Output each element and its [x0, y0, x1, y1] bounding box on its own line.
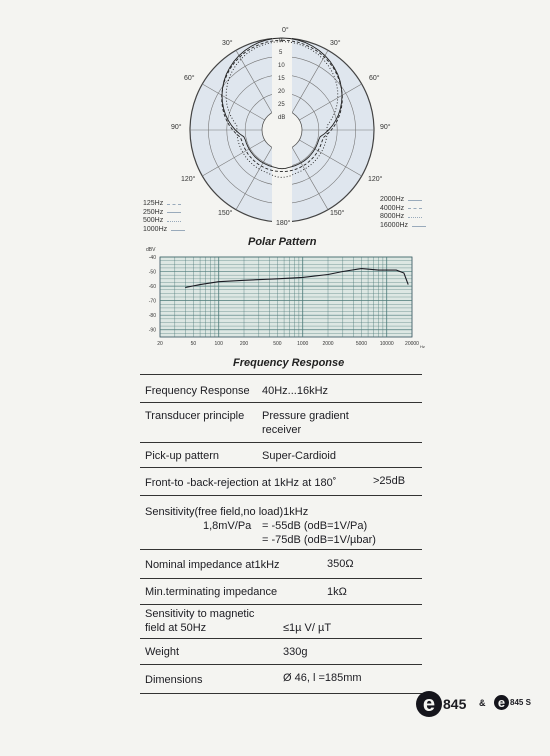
spec-value: = -55dB (odB=1V/Pa) [262, 520, 368, 532]
db-label-5: 5 [279, 50, 283, 56]
spec-row-sensitivity [140, 495, 422, 550]
brand-logo-e845s [494, 695, 531, 710]
spec-label: Pick-up pattern [145, 450, 219, 462]
fr-x-tick: 100 [214, 341, 223, 347]
db-label-20: 20 [278, 89, 285, 95]
fr-x-tick: 20 [157, 341, 163, 347]
angle-0: 0° [282, 27, 289, 34]
fr-x-tick: 50 [190, 341, 197, 347]
fr-y-tick: -50 [148, 269, 156, 276]
spec-row-magnetic-sensitivity [140, 604, 422, 639]
spec-value: 350Ω [327, 558, 354, 570]
spec-row-pickup-pattern [140, 442, 422, 468]
polar-legend-left [143, 200, 189, 234]
legend-125hz: 125Hz [143, 200, 164, 207]
fr-x-tick: 200 [239, 341, 249, 347]
spec-label: Transducer principle [145, 410, 245, 422]
legend-16000hz: 16000Hz [380, 221, 409, 229]
db-label-15: 15 [278, 76, 285, 82]
spec-label: Dimensions [145, 674, 203, 686]
legend-500hz: 500Hz [143, 217, 164, 225]
spec-label: Sensitivity to magnetic [145, 608, 255, 620]
spec-row-rejection [140, 467, 422, 496]
spec-label: Sensitivity(free field,no load)1kHz [145, 506, 309, 518]
angle-150-left: 150° [218, 210, 233, 217]
angle-60-right: 60° [369, 75, 380, 82]
spec-label-line2: field at 50Hz [145, 622, 207, 634]
db-label-0: 0 [279, 38, 283, 44]
spec-value: >25dB [373, 475, 406, 487]
spec-row-frequency-response [140, 374, 422, 403]
spec-label: Frequency Response [145, 385, 250, 397]
spec-value: 1kΩ [327, 586, 347, 598]
fr-x-ticks [157, 341, 419, 347]
legend-4000hz: 4000Hz [380, 204, 405, 212]
spec-row-nominal-impedance [140, 549, 422, 579]
spec-row-weight [140, 638, 422, 665]
angle-60-left: 60° [184, 75, 195, 82]
spec-label: Front-to -back-rejection at 1kHz at 180˚ [145, 477, 337, 489]
fr-y-ticks [149, 255, 156, 334]
spec-value: 330g [283, 646, 308, 658]
fr-x-tick: 20000 [405, 341, 419, 347]
fr-y-tick: -40 [148, 255, 156, 261]
brand-e-badge-small: e [494, 695, 509, 710]
fr-x-unit: Hz [420, 344, 425, 349]
angle-30-left: 30° [222, 40, 233, 47]
spec-value: ≤1µ V/ µT [283, 622, 332, 634]
db-label-10: 10 [278, 63, 285, 69]
model-label: 845 [443, 696, 467, 712]
spec-value: Pressure gradient [262, 410, 349, 422]
legend-8000hz: 8000Hz [380, 213, 405, 221]
spec-sub-label: 1,8mV/Pa [203, 520, 252, 532]
db-label-25: 25 [278, 102, 285, 108]
fr-y-tick: -90 [148, 327, 156, 334]
angle-90-right: 90° [380, 124, 391, 131]
lower-strip [272, 142, 292, 224]
angle-90-left: 90° [171, 124, 182, 131]
model-label-small: 845 S [510, 698, 531, 707]
fr-x-tick: 5000 [355, 341, 367, 347]
logo-ampersand: & [479, 698, 486, 708]
fr-x-tick: 500 [273, 341, 282, 347]
frequency-response-chart [140, 245, 432, 355]
spec-row-min-impedance [140, 578, 422, 605]
angle-180: 180° [276, 220, 291, 227]
fr-unit-label: dBV [146, 247, 156, 253]
spec-label: Min.terminating impedance [145, 586, 278, 598]
spec-value-line2: = -75dB (odB=1V/µbar) [262, 534, 376, 546]
angle-120-right: 120° [368, 176, 383, 183]
spec-value-line2: receiver [262, 424, 302, 436]
spec-row-dimensions [140, 664, 422, 694]
spec-row-transducer [140, 402, 422, 443]
spec-value: Super-Cardioid [262, 450, 336, 462]
db-label-unit: dB [278, 115, 286, 121]
fr-y-tick: -80 [148, 313, 156, 320]
fr-x-tick: 10000 [379, 341, 394, 347]
spec-value: 40Hz...16kHz [262, 385, 329, 397]
legend-2000hz: 2000Hz [380, 196, 405, 203]
angle-120-left: 120° [181, 176, 196, 183]
spec-label: Nominal impedance at1kHz [145, 559, 280, 571]
brand-logo-e845 [416, 691, 466, 717]
spec-label: Weight [145, 646, 180, 658]
fr-y-tick: -60 [148, 284, 156, 291]
fr-x-tick: 1000 [297, 341, 309, 347]
spec-value: Ø 46, l =185mm [283, 672, 362, 684]
legend-1000hz: 1000Hz [143, 225, 168, 233]
angle-30-right: 30° [330, 40, 341, 47]
fr-y-tick: -70 [148, 298, 156, 305]
angle-150-right: 150° [330, 210, 345, 217]
fr-x-tick: 2000 [322, 341, 334, 347]
legend-250hz: 250Hz [143, 208, 164, 216]
brand-e-badge: e [416, 691, 442, 717]
frequency-response-caption: Frequency Response [233, 357, 345, 369]
polar-legend-right [380, 196, 430, 230]
polar-pattern-caption: Polar Pattern [248, 236, 317, 248]
fr-grid [160, 257, 412, 337]
